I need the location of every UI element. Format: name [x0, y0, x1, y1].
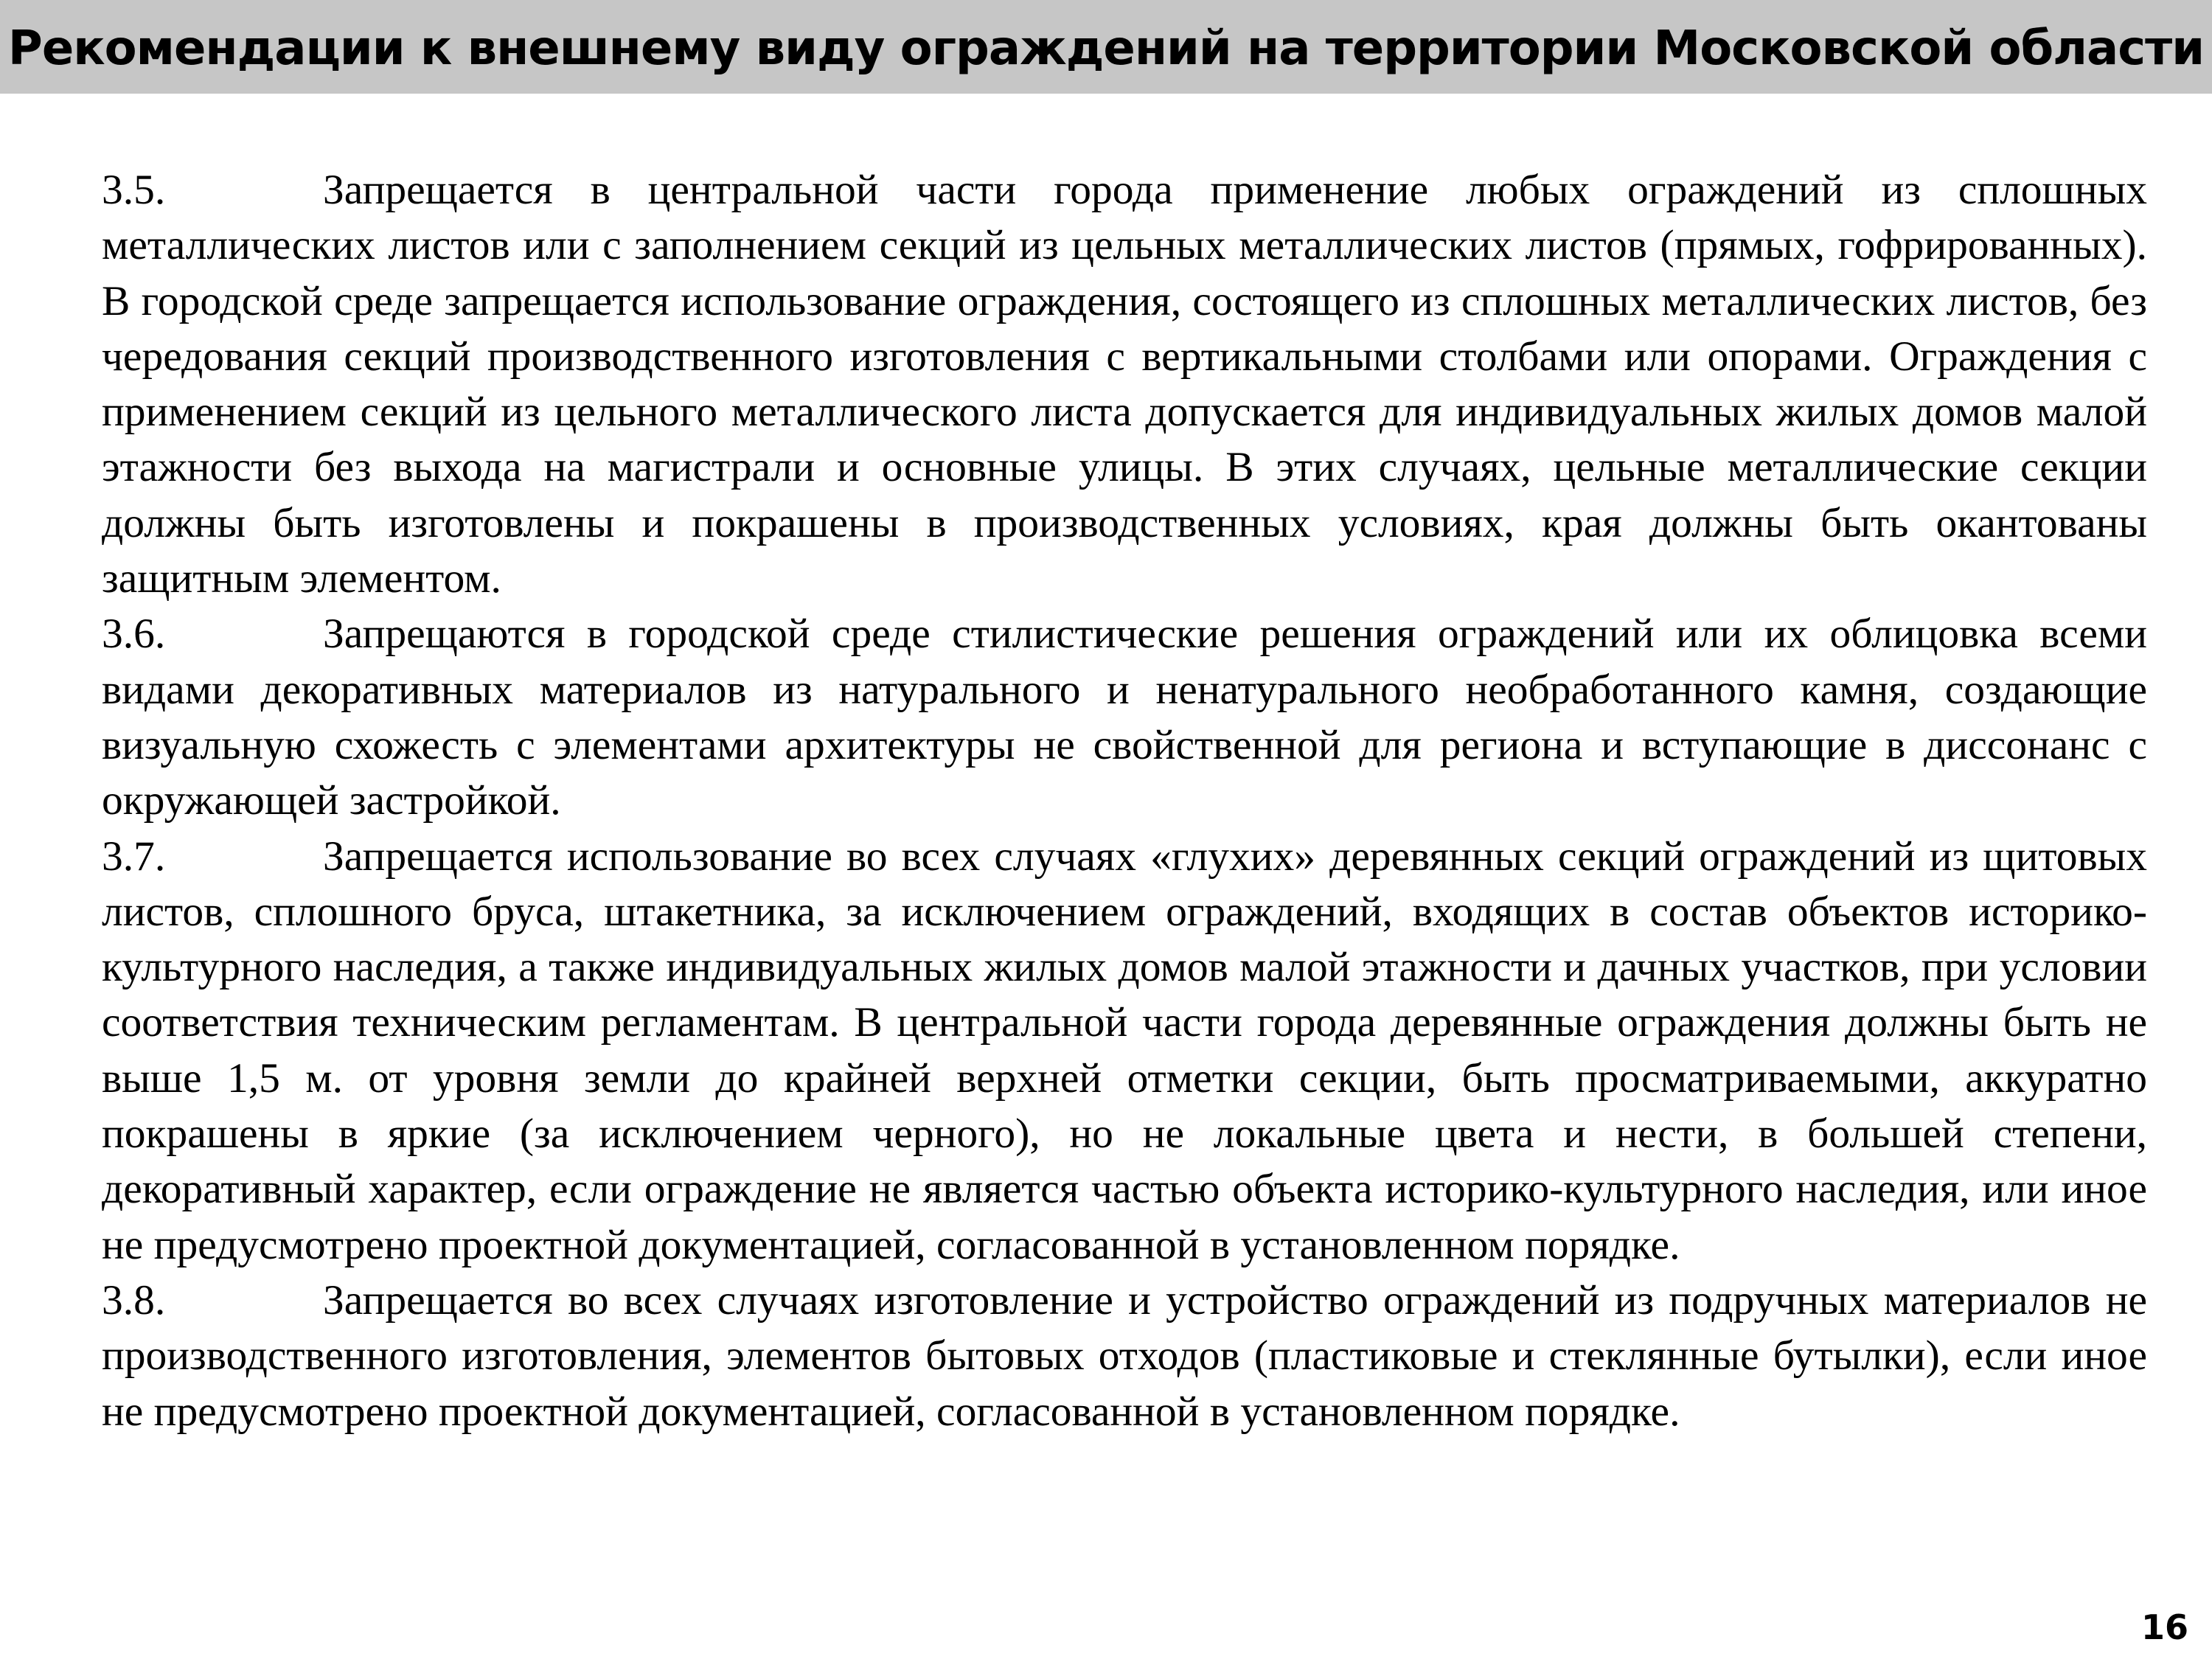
- page-title: Рекомендации к внешнему виду ограждений на территории Московской области: [7, 21, 2205, 76]
- paragraph-number: 3.7.: [102, 832, 166, 880]
- document-body: [102, 162, 2147, 1439]
- paragraph-text: Запрещается в центральной части города применение любых ограждений из сплошных металлических листов или с заполнением секций из цельных металлических листов (прямых, гофрированных). В городской среде запрещается использование ограждения, состоящего из сплошных металлических листов, без чередования секций производственного изготовления с вертикальными столбами или опорами. Ограждения с применением секций из цельного металлического листа допускается для индивидуальных жилых домов малой этажности без выхода на магистрали и основные улицы. В этих случаях, цельные металлические секции должны быть изготовлены и покрашены в производственных условиях, края должны быть окантованы защитным элементом.: [102, 167, 2147, 602]
- paragraph-3-8: [102, 1273, 2147, 1439]
- paragraph-number: 3.5.: [102, 167, 166, 213]
- paragraph-3-5: [102, 162, 2147, 606]
- paragraph-number: 3.8.: [102, 1276, 166, 1324]
- page-number: 16: [2140, 1607, 2188, 1647]
- header-bar: [0, 0, 2212, 94]
- paragraph-text: Запрещается во всех случаях изготовление и устройство ограждений из подручных материалов не производственного изготовления, элементов бытовых отходов (пластиковые и стеклянные бутылки), если иное не предусмотрено проектной документацией, согласованной в установленном порядке.: [102, 1276, 2147, 1435]
- paragraph-text: Запрещаются в городской среде стилистические решения ограждений или их облицовка всеми видами декоративных материалов из натурального и ненатурального необработанного камня, создающие визуальную схожесть с элементами архитектуры не свойственной для региона и вступающие в диссонанс с окружающей застройкой.: [102, 611, 2147, 824]
- paragraph-text: Запрещается использование во всех случаях «глухих» деревянных секций ограждений из щитовых листов, сплошного бруса, штакетника, за исключением ограждений, входящих в состав объектов историко-культурного наследия, а также индивидуальных жилых домов малой этажности и дачных участков, при условии соответствия техническим регламентам. В центральной части города деревянные ограждения должны быть не выше 1,5 м. от уровня земли до крайней верхней отметки секции, быть просматриваемыми, аккуратно покрашены в яркие (за исключением черного), но не локальные цвета и нести, в большей степени, декоративный характер, если ограждение не является частью объекта историко-культурного наследия, или иное не предусмотрено проектной документацией, согласованной в установленном порядке.: [102, 832, 2147, 1268]
- paragraph-number: 3.6.: [102, 611, 166, 658]
- paragraph-3-6: [102, 606, 2147, 828]
- paragraph-3-7: [102, 829, 2147, 1273]
